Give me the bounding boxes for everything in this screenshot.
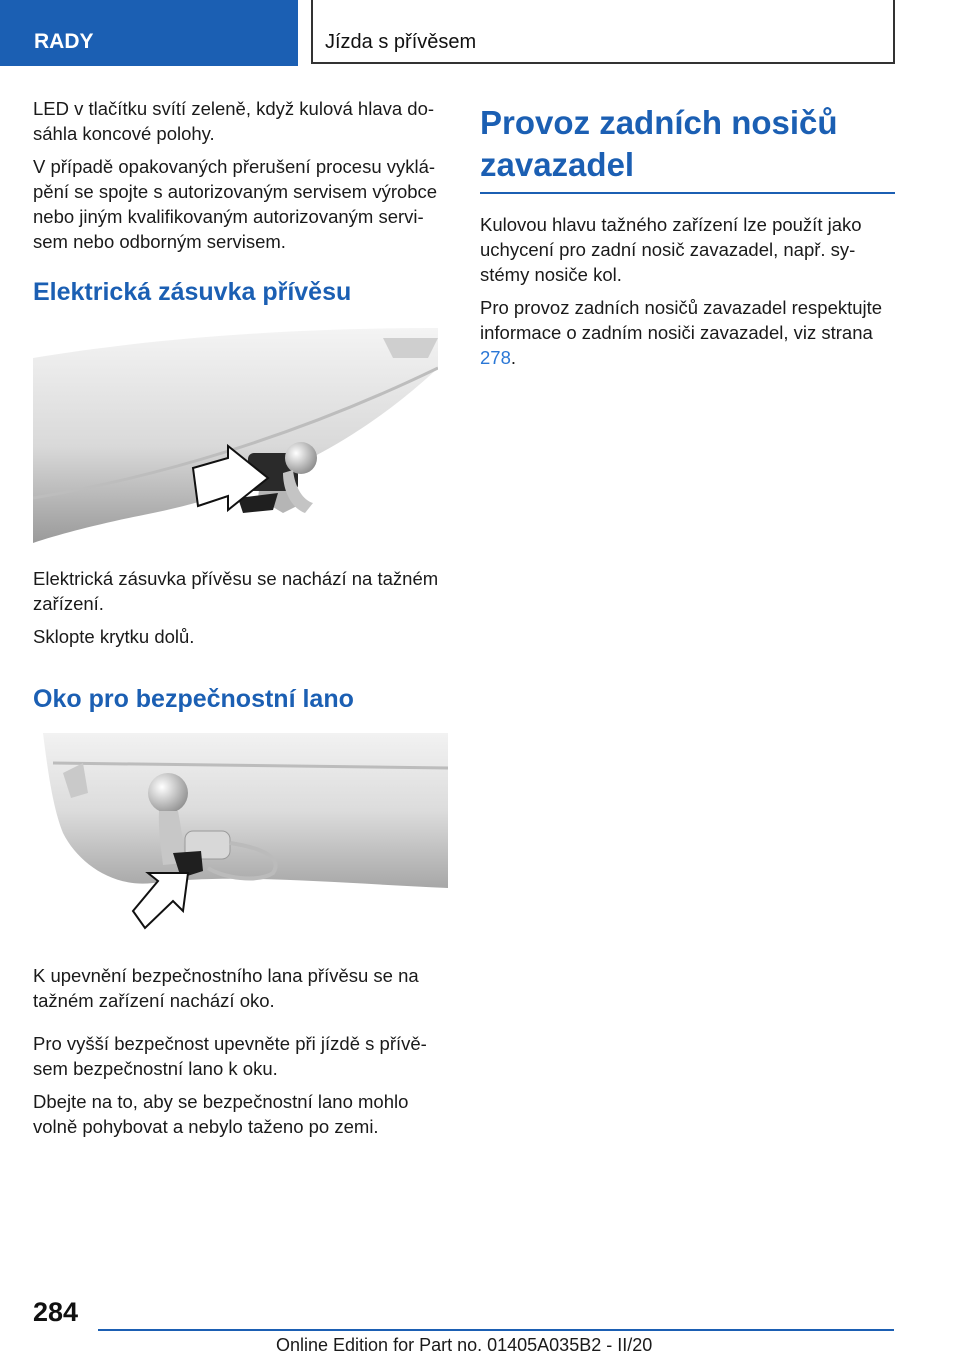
paragraph: Elektrická zásuvka přívěsu se nachází na tažném zařízení. [33, 568, 439, 614]
paragraph [480, 295, 895, 370]
page-header [0, 0, 960, 66]
paragraph: Pro vyšší bezpečnost upevněte při jízdě s přívě-sem bezpečnostní lano k oku. [33, 1033, 427, 1079]
right-column [480, 102, 895, 378]
heading-line: zavazadel [480, 146, 635, 183]
page-number: 284 [33, 1297, 79, 1327]
paragraph: Dbejte na to, aby se bezpečnostní lano mohlo volně pohybovat a nebylo taženo po zemi. [33, 1091, 409, 1137]
edition-text: Online Edition for Part no. 01405A035B2 - II/20 [276, 1335, 653, 1355]
paragraph-end: . [510, 347, 517, 368]
heading-line: Provoz zadních nosičů [480, 104, 838, 141]
paragraph: Kulovou hlavu tažného zařízení lze použít jako uchycení pro zadní nosič zavazadel, např. sy-stémy nosiče kol. [480, 214, 862, 285]
trailer-socket-illustration [33, 328, 438, 550]
page-reference-link[interactable]: 278 [480, 347, 511, 368]
section-tab: RADY [0, 0, 298, 66]
paragraph: V případě opakovaných přerušení procesu vyklá-pění se spojte s autorizovaným servisem výrobce nebo jiným kvalifikovaným autorizovaným servi-sem nebo odborným servisem. [33, 156, 438, 252]
safety-cable-eye-illustration [33, 733, 448, 933]
chapter-title: Jízda s přívěsem [311, 0, 895, 64]
paragraph: Sklopte krytku dolů. [33, 626, 195, 647]
footer-rule [98, 1329, 894, 1331]
section-heading: Elektrická zásuvka přívěsu [33, 278, 352, 306]
section-heading [480, 102, 895, 186]
paragraph: LED v tlačítku svítí zeleně, když kulová hlava do-sáhla koncové polohy. [33, 98, 435, 144]
section-heading: Oko pro bezpečnostní lano [33, 685, 354, 713]
heading-rule [480, 192, 895, 194]
paragraph: K upevnění bezpečnostního lana přívěsu se na tažném zařízení nachází oko. [33, 965, 419, 1011]
paragraph-text: Pro provoz zadních nosičů zavazadel respektujte informace o zadním nosiči zavazadel, viz strana [480, 297, 883, 343]
left-column [33, 96, 448, 1147]
